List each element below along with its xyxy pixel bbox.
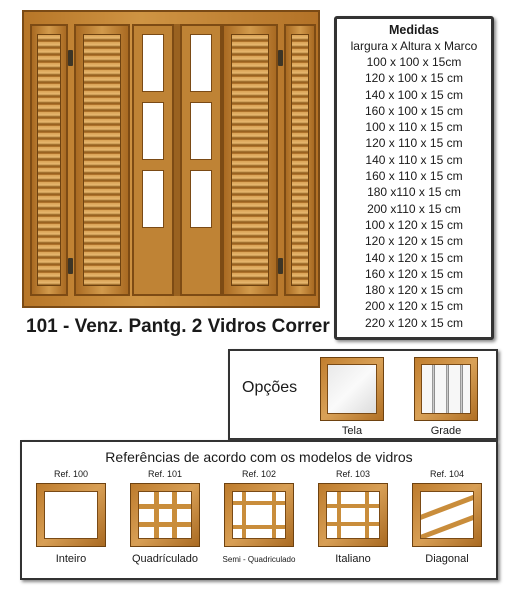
reference-item[interactable] bbox=[222, 468, 296, 564]
left-inner-shutter bbox=[74, 24, 130, 296]
measure-row: 160 x 120 x 15 cm bbox=[364, 266, 464, 281]
reference-code: Ref. 101 bbox=[147, 469, 183, 479]
hinge-icon bbox=[68, 258, 73, 274]
product-photo bbox=[22, 10, 320, 308]
reference-item[interactable] bbox=[128, 468, 202, 565]
product-title: 101 - Venz. Pantg. 2 Vidros Correr bbox=[26, 316, 330, 337]
reference-code: Ref. 100 bbox=[53, 469, 89, 479]
measure-row: 200 x110 x 15 cm bbox=[367, 201, 461, 216]
measure-row: 220 x 120 x 15 cm bbox=[364, 315, 464, 330]
hinge-icon bbox=[278, 258, 283, 274]
measure-row: 120 x 100 x 15 cm bbox=[364, 71, 464, 86]
options-label: Opções bbox=[242, 379, 298, 396]
option-grade-label: Grade bbox=[430, 425, 462, 437]
reference-code: Ref. 103 bbox=[335, 469, 371, 479]
diagonal-bars-icon bbox=[421, 492, 474, 539]
measure-row: 160 x 100 x 15 cm bbox=[364, 103, 464, 118]
measures-header: largura x Altura x Marco bbox=[350, 39, 478, 53]
measure-row: 100 x 120 x 15 cm bbox=[364, 217, 464, 232]
reference-name: Inteiro bbox=[55, 553, 87, 565]
measures-title: Medidas bbox=[388, 23, 439, 37]
references-box bbox=[20, 440, 498, 580]
left-outer-shutter bbox=[30, 24, 68, 296]
measure-row: 180 x110 x 15 cm bbox=[367, 185, 461, 200]
option-tela-label: Tela bbox=[341, 425, 363, 437]
measure-row: 180 x 120 x 15 cm bbox=[364, 283, 464, 298]
reference-item[interactable] bbox=[410, 468, 484, 565]
left-glass-sash bbox=[132, 24, 174, 296]
reference-thumbnail bbox=[36, 483, 106, 547]
measure-row: 140 x 120 x 15 cm bbox=[364, 250, 464, 265]
reference-name: Diagonal bbox=[425, 553, 469, 565]
reference-name: Italiano bbox=[335, 553, 371, 565]
reference-code: Ref. 102 bbox=[241, 469, 277, 479]
measure-row: 120 x 110 x 15 cm bbox=[365, 136, 463, 151]
reference-thumbnail bbox=[318, 483, 388, 547]
reference-thumbnail bbox=[130, 483, 200, 547]
reference-item[interactable] bbox=[316, 468, 390, 565]
measure-row: 120 x 120 x 15 cm bbox=[364, 234, 464, 249]
options-box bbox=[228, 349, 498, 440]
reference-item[interactable] bbox=[34, 468, 108, 565]
measure-row: 160 x 110 x 15 cm bbox=[365, 169, 463, 184]
measure-row: 200 x 120 x 15 cm bbox=[364, 299, 464, 314]
measure-row: 140 x 100 x 15 cm bbox=[364, 87, 464, 102]
measure-row: 140 x 110 x 15 cm bbox=[365, 152, 463, 167]
hinge-icon bbox=[68, 50, 73, 66]
right-glass-sash bbox=[180, 24, 222, 296]
reference-thumbnail bbox=[412, 483, 482, 547]
reference-name: Semi - Quadriculado bbox=[222, 555, 296, 564]
option-tela[interactable] bbox=[320, 357, 384, 421]
measure-row: 100 x 110 x 15 cm bbox=[365, 120, 463, 135]
right-outer-shutter bbox=[284, 24, 316, 296]
reference-code: Ref. 104 bbox=[429, 469, 465, 479]
measures-table bbox=[334, 16, 494, 340]
hinge-icon bbox=[278, 50, 283, 66]
option-grade[interactable] bbox=[414, 357, 478, 421]
reference-name: Quadrículado bbox=[131, 553, 199, 565]
references-title: Referências de acordo com os modelos de vidros bbox=[105, 449, 413, 465]
right-inner-shutter bbox=[222, 24, 278, 296]
measure-row: 100 x 100 x 15cm bbox=[366, 55, 462, 69]
reference-thumbnail bbox=[224, 483, 294, 547]
